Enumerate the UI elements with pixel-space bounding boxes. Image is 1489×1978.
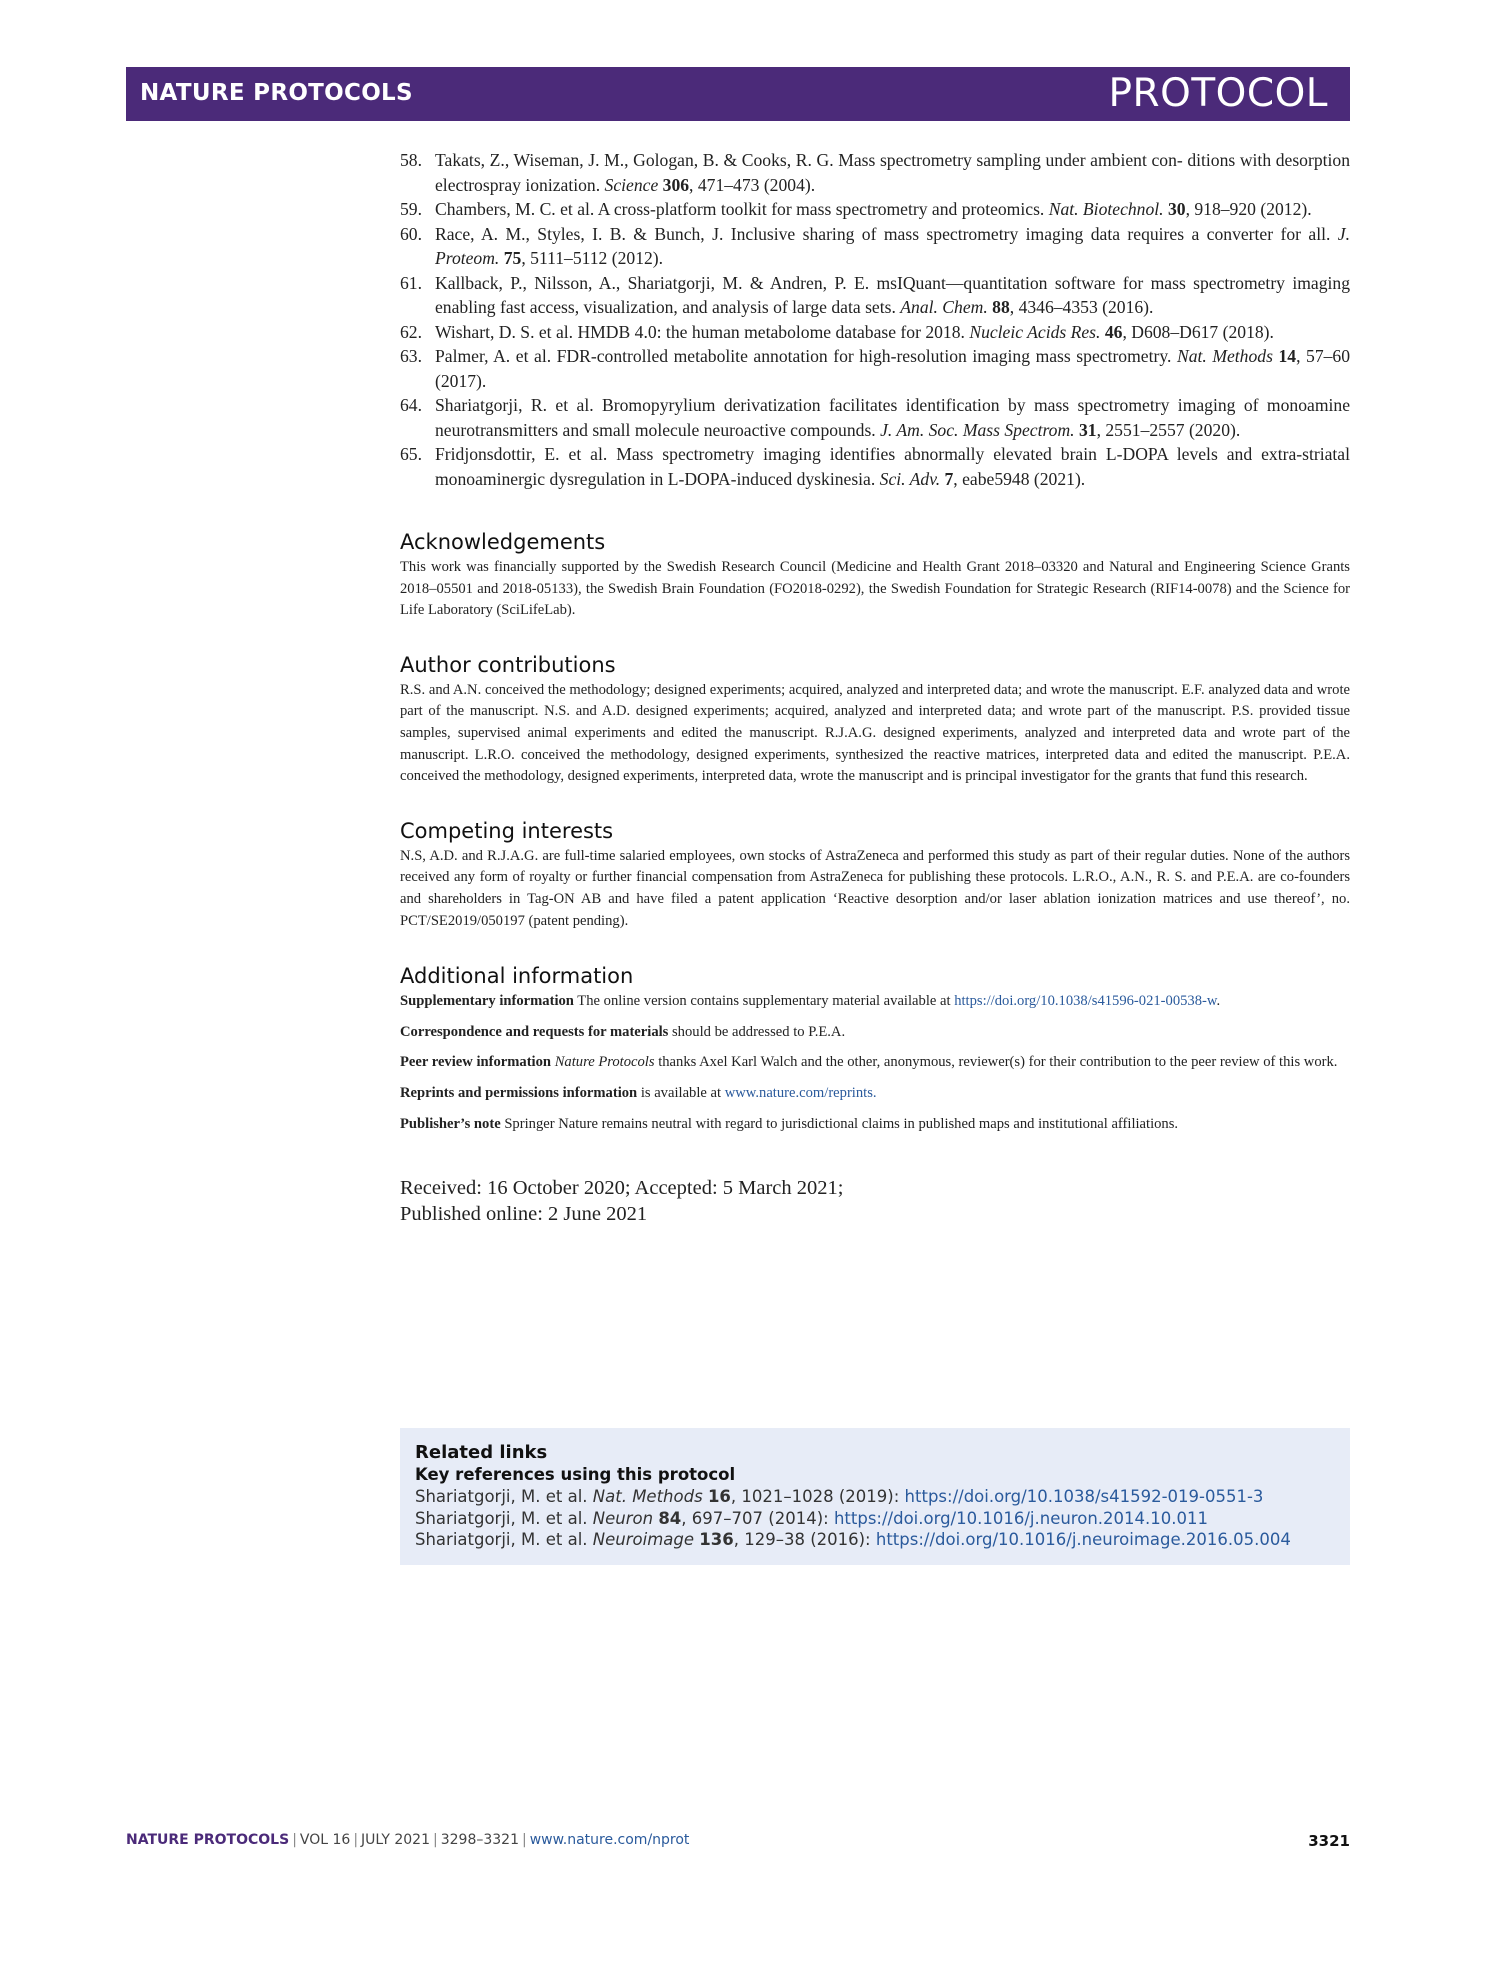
- reference-pages: , 2551–2557 (2020).: [1096, 419, 1241, 440]
- footer-separator: |: [292, 1832, 297, 1848]
- additional-information-heading: Additional information: [400, 964, 634, 989]
- reprints-label: Reprints and permissions information: [400, 1084, 638, 1101]
- competing-interests-heading: Competing interests: [400, 818, 614, 843]
- page-number: 3321: [1308, 1832, 1350, 1850]
- reference-pages: , D608–D617 (2018).: [1122, 321, 1274, 342]
- reference-journal: Anal. Chem.: [900, 297, 988, 317]
- author-contributions-text: R.S. and A.N. conceived the methodology; designed experiments; acquired, analyzed and interpreted data; and wrote the manuscript. E.F. analyzed data and wrote part of the manuscript. N.S. and A.D. designed experiments; acquired, analyzed and interpreted data; and wrote part of the manuscript. P.S. provided tissue samples, supervised animal experiments and edited the manuscript. R.J.A.G. designed experiments, analyzed and interpreted data and wrote part of the manuscript. L.R.O. conceived the methodology, designed experiments, synthesized the reactive matrices, interpreted data and edited the manuscript. P.E.A. conceived the methodology, designed experiments, interpreted data, wrote the manuscript and is principal investigator for the grants that fund this research.: [400, 681, 1350, 785]
- reference-pages: , 4346–4353 (2016).: [1009, 297, 1154, 317]
- competing-interests-section: [400, 819, 1350, 932]
- correspondence-label: Correspondence and requests for materials: [400, 1023, 669, 1040]
- reference-volume: 30: [1167, 199, 1186, 219]
- reference-item: [400, 344, 1350, 393]
- related-link-volume: 84: [658, 1508, 682, 1528]
- reference-volume: 306: [662, 174, 690, 195]
- acknowledgements-heading: Acknowledgements: [400, 530, 606, 554]
- reprints-information: [400, 1083, 1350, 1105]
- related-link-item: [415, 1486, 1335, 1508]
- acknowledgements-section: [400, 530, 1350, 622]
- related-link-url[interactable]: https://doi.org/10.1016/j.neuroimage.2016.05.004: [875, 1530, 1291, 1549]
- reference-text: Race, A. M., Styles, I. B. & Bunch, J. Inclusive sharing of mass spectrometry imaging data requires a converter for all.: [435, 223, 1338, 244]
- related-link-authors: Shariatgorji, M. et al.: [415, 1487, 593, 1506]
- author-contributions-section: [400, 653, 1350, 788]
- related-link-pages: , 1021–1028 (2019):: [730, 1487, 905, 1506]
- reprints-text: is available at: [637, 1084, 725, 1101]
- reference-text: Fridjonsdottir, E. et al. Mass spectrometry imaging identifies abnormally elevated brain L-DOPA levels and extra-striatal monoaminergic dysregulation in L-DOPA-induced dyskinesia.: [435, 444, 1350, 489]
- reference-journal: Nat. Methods: [1176, 346, 1273, 366]
- reference-number: 65.: [400, 444, 422, 464]
- reference-number: 60.: [400, 223, 422, 244]
- supplementary-information: [400, 991, 1350, 1013]
- acknowledgements-text: This work was financially supported by the Swedish Research Council (Medicine and Health Grant 2018–03320 and Natural and Engineering Science Grants 2018–05501 and 2018-05133), the Swedish Brain Foundation (FO2018-0292), the Swedish Foundation for Strategic Research (RIF14-0078) and the Science for Life Laboratory (SciLifeLab).: [400, 559, 1350, 619]
- publication-dates: [400, 1175, 1350, 1227]
- supplementary-label: Supplementary information: [400, 993, 574, 1010]
- related-link-pages: , 129–38 (2016):: [733, 1530, 876, 1549]
- main-content: [400, 148, 1350, 1227]
- reference-pages: , 918–920 (2012).: [1185, 199, 1312, 219]
- reference-item: [400, 320, 1350, 345]
- supplementary-link[interactable]: https://doi.org/10.1038/s41596-021-00538-w: [954, 993, 1217, 1010]
- footer-separator: |: [353, 1832, 359, 1848]
- reference-text: Shariatgorji, R. et al. Bromopyrylium derivatization facilitates identification by mass spectrometry imaging of monoamine neurotransmitters and small molecule neuroactive compounds.: [435, 395, 1350, 440]
- footer-journal-name: NATURE PROTOCOLS: [126, 1832, 290, 1848]
- reference-list: [400, 148, 1350, 491]
- reference-number: 64.: [400, 395, 422, 415]
- reference-volume: 46: [1104, 321, 1123, 342]
- footer-volume: VOL 16: [299, 1832, 351, 1848]
- reference-text: Kallback, P., Nilsson, A., Shariatgorji, M. & Andren, P. E. msIQuant—quantitation software for mass spectrometry imaging enabling fast access, visualization, and analysis of large data sets.: [435, 272, 1350, 317]
- related-link-authors: Shariatgorji, M. et al.: [415, 1508, 593, 1528]
- reference-volume: 88: [992, 297, 1010, 317]
- peer-review-text: thanks Axel Karl Walch and the other, anonymous, reviewer(s) for their contribution to the peer review of this work.: [654, 1054, 1338, 1071]
- reference-pages: , 57–60 (2017).: [435, 346, 1351, 391]
- related-link-item: [415, 1508, 1335, 1530]
- author-contributions-heading: Author contributions: [400, 652, 616, 677]
- reference-number: 62.: [400, 321, 422, 342]
- page-footer: [126, 1832, 1350, 1848]
- reference-pages: , 5111–5112 (2012).: [521, 248, 664, 268]
- reference-item: [400, 393, 1350, 442]
- footer-url[interactable]: www.nature.com/nprot: [529, 1832, 690, 1848]
- reference-text: Takats, Z., Wiseman, J. M., Gologan, B. & Cooks, R. G. Mass spectrometry sampling under ambient con- ditions with desorption electrospray ionization.: [435, 150, 1350, 195]
- correspondence-text: should be addressed to P.E.A.: [668, 1023, 846, 1040]
- received-accepted-dates: Received: 16 October 2020; Accepted: 5 March 2021;: [400, 1177, 844, 1200]
- publisher-note-text: Springer Nature remains neutral with regard to jurisdictional claims in published maps and institutional affiliations.: [500, 1115, 1179, 1132]
- header-journal-name: NATURE PROTOCOLS: [140, 80, 413, 106]
- reference-item: [400, 271, 1350, 320]
- peer-review-journal: Nature Protocols: [554, 1054, 655, 1071]
- correspondence-information: [400, 1022, 1350, 1044]
- related-link-authors: Shariatgorji, M. et al.: [415, 1530, 593, 1549]
- related-links-subtitle: Key references using this protocol: [415, 1465, 736, 1484]
- reference-volume: 14: [1278, 346, 1297, 366]
- header-article-type: PROTOCOL: [1108, 71, 1328, 116]
- reference-number: 61.: [400, 272, 422, 293]
- reference-pages: , eabe5948 (2021).: [953, 468, 1086, 489]
- peer-review-information: [400, 1052, 1350, 1074]
- reference-item: [400, 197, 1350, 222]
- reference-journal: Nat. Biotechnol.: [1048, 199, 1164, 219]
- footer-separator: |: [521, 1832, 527, 1848]
- footer-issue: JULY 2021: [361, 1832, 430, 1848]
- related-link-pages: , 697–707 (2014):: [681, 1508, 834, 1528]
- related-link-journal: Nat. Methods: [592, 1487, 703, 1506]
- footer-pages: 3298–3321: [440, 1832, 519, 1848]
- related-link-volume: 16: [707, 1487, 731, 1506]
- reference-volume: 75: [503, 248, 522, 268]
- publisher-note-label: Publisher’s note: [400, 1115, 501, 1132]
- related-link-url[interactable]: https://doi.org/10.1016/j.neuron.2014.10.011: [833, 1508, 1208, 1528]
- reference-volume: 31: [1078, 419, 1097, 440]
- reference-number: 58.: [400, 150, 422, 170]
- reference-pages: , 471–473 (2004).: [689, 174, 816, 195]
- related-link-volume: 136: [699, 1530, 734, 1549]
- reference-journal: Sci. Adv.: [879, 468, 941, 489]
- reference-item: [400, 222, 1350, 271]
- reference-item: [400, 442, 1350, 491]
- additional-information-section: [400, 964, 1350, 1135]
- related-link-journal: Neuron: [592, 1508, 654, 1528]
- reference-volume: 7: [944, 468, 954, 489]
- publisher-note: [400, 1114, 1350, 1136]
- reference-text: Chambers, M. C. et al. A cross-platform toolkit for mass spectrometry and proteomics.: [435, 199, 1049, 219]
- reference-journal: J. Am. Soc. Mass Spectrom.: [880, 419, 1075, 440]
- related-link-item: [415, 1529, 1335, 1551]
- reference-text: Palmer, A. et al. FDR-controlled metabolite annotation for high-resolution imaging mass spectrometry.: [435, 346, 1177, 366]
- related-links-title: Related links: [415, 1442, 548, 1463]
- related-link-journal: Neuroimage: [592, 1530, 695, 1549]
- reference-item: [400, 148, 1350, 197]
- supplementary-end: .: [1216, 993, 1221, 1010]
- related-links-box: [400, 1428, 1350, 1565]
- supplementary-text: The online version contains supplementary material available at: [573, 993, 955, 1010]
- competing-interests-text: N.S, A.D. and R.J.A.G. are full-time salaried employees, own stocks of AstraZeneca and performed this study as part of their regular duties. None of the authors received any form of royalty or further financial compensation from AstraZeneca for publishing these protocols. L.R.O., A.N., R. S. and P.E.A. are co-founders and shareholders in Tag-ON AB and have filed a patent application ‘Reactive desorption and/or laser ablation ionization matrices and use thereof’, no. PCT/SE2019/050197 (patent pending).: [400, 847, 1350, 929]
- reprints-link[interactable]: www.nature.com/reprints.: [724, 1084, 877, 1101]
- reference-journal: Science: [604, 174, 659, 195]
- reference-journal: Nucleic Acids Res.: [969, 321, 1101, 342]
- related-link-url[interactable]: https://doi.org/10.1038/s41592-019-0551-3: [904, 1487, 1264, 1506]
- reference-number: 59.: [400, 199, 422, 219]
- peer-review-label: Peer review information: [400, 1054, 552, 1071]
- published-online-date: Published online: 2 June 2021: [400, 1203, 648, 1226]
- reference-text: Wishart, D. S. et al. HMDB 4.0: the human metabolome database for 2018.: [435, 321, 970, 342]
- reference-number: 63.: [400, 346, 422, 366]
- footer-separator: |: [433, 1832, 438, 1848]
- reference-journal: J. Proteom.: [435, 223, 1350, 268]
- journal-header-bar: [126, 67, 1350, 121]
